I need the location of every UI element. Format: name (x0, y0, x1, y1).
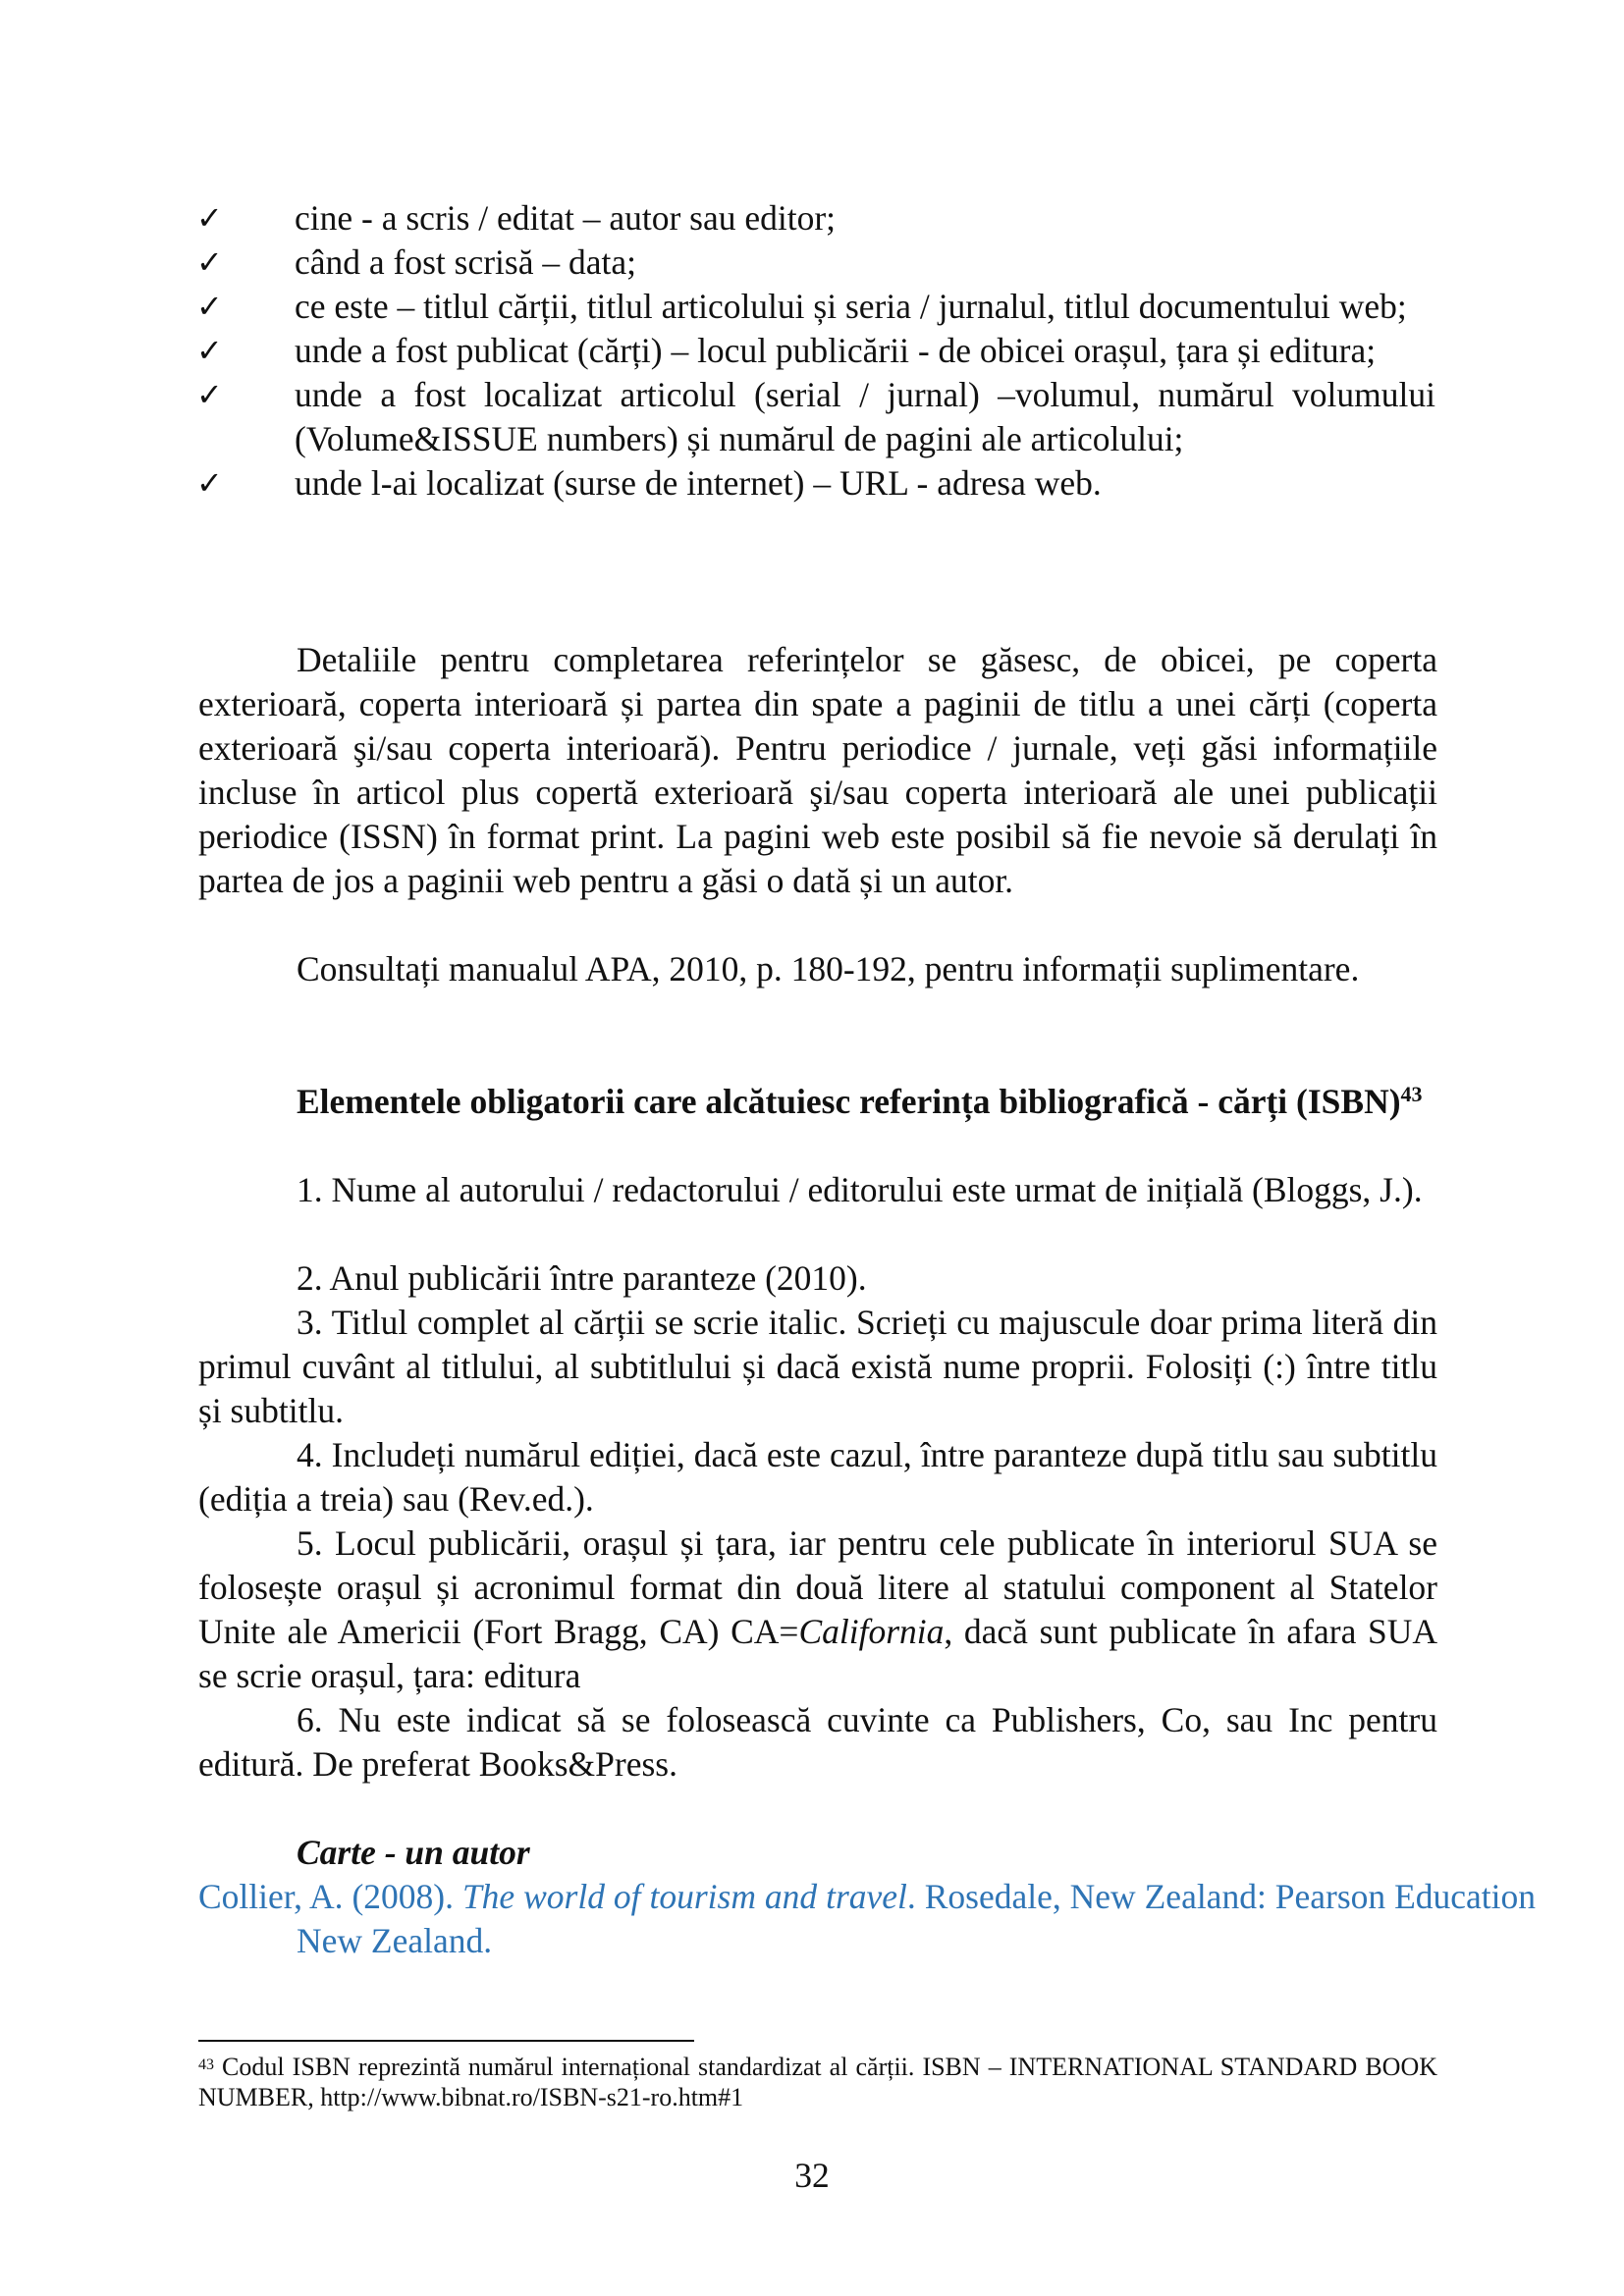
check-icon: ✓ (196, 376, 223, 413)
checklist-item (196, 329, 1435, 373)
footnote (198, 2052, 1437, 2112)
rule-4: 4. Includeți numărul ediției, dacă este cazul, între paranteze după titlu sau subtitlu (ediția a treia) sau (Rev.ed.). (198, 1435, 1437, 1519)
checklist-item (196, 196, 1435, 240)
criteria-checklist (196, 196, 1435, 506)
check-icon: ✓ (196, 288, 223, 325)
footnote-number: 43 (198, 2056, 214, 2073)
checklist-item (196, 461, 1435, 506)
reference-title: The world of tourism and travel (461, 1877, 907, 1916)
example-heading: Carte - un autor (297, 1833, 530, 1872)
footnote-divider (198, 2040, 694, 2042)
rule-5-italic: California (798, 1612, 945, 1651)
reference-entry (198, 1875, 1536, 1963)
rule-6: 6. Nu este indicat să se folosească cuvinte ca Publishers, Co, sau Inc pentru editură. De preferat Books&Press. (198, 1700, 1437, 1784)
consult-paragraph: Consultați manualul APA, 2010, p. 180-192, pentru informații suplimentare. (297, 949, 1360, 988)
checklist-item-text: unde a fost localizat articolul (serial / jurnal) –volumul, numărul volumului (Volume&ISSUE numbers) și numărul de pagini ale articolului; (295, 375, 1435, 458)
rule-3: 3. Titlul complet al cărții se scrie italic. Scrieți cu majuscule doar prima literă din primul cuvânt al titlului, al subtitlului și dacă există nume proprii. Folosiți (:) între titlu și subtitlu. (198, 1303, 1437, 1430)
check-icon: ✓ (196, 332, 223, 369)
rule-5 (198, 1522, 1437, 1698)
checklist-item-text: unde l-ai localizat (surse de internet) – URL - adresa web. (295, 463, 1102, 503)
checklist-item (196, 240, 1435, 285)
section-heading (198, 1080, 1437, 1124)
checklist-item-text: ce este – titlul cărții, titlul articolului și seria / jurnalul, titlul documentului web; (295, 287, 1407, 326)
section-heading-text: Elementele obligatorii care alcătuiesc referința bibliografică - cărți (ISBN) (297, 1082, 1401, 1121)
page-number: 32 (794, 2156, 830, 2195)
check-icon: ✓ (196, 199, 223, 237)
rule-5-text-end: , dacă sunt publicate în afara SUA se scrie orașul, țara: editura (198, 1612, 1437, 1695)
reference-author: Collier, A. (2008). (198, 1877, 462, 1916)
checklist-item-text: unde a fost publicat (cărți) – locul publicării - de obicei orașul, țara și editura; (295, 331, 1377, 370)
check-icon: ✓ (196, 243, 223, 281)
checklist-item (196, 373, 1435, 461)
rule-1: 1. Nume al autorului / redactorului / editorului este urmat de inițială (Bloggs, J.). (297, 1170, 1423, 1209)
rule-5-text: 5. Locul publicării, orașul și țara, iar pentru cele publicate în interiorul SUA se folosește orașul și acronimul format din două litere al statului component al Statelor Unite ale Americii (Fort Bragg, CA) CA= (198, 1523, 1437, 1651)
checklist-item (196, 285, 1435, 329)
checklist-item-text: cine - a scris / editat – autor sau editor; (295, 198, 837, 238)
check-icon: ✓ (196, 464, 223, 502)
reference-publisher: . Rosedale, New Zealand: Pearson Education New Zealand. (297, 1877, 1536, 1960)
footnote-text: Codul ISBN reprezintă numărul internațional standardizat al cărții. ISBN – INTERNATIONAL STANDARD BOOK NUMBER, http://www.bibnat.ro/ISBN-s21-ro.htm#1 (198, 2053, 1438, 2111)
checklist-item-text: când a fost scrisă – data; (295, 242, 636, 282)
details-paragraph: Detaliile pentru completarea referințelor se găsesc, de obicei, pe coperta exterioară, coperta interioară și partea din spate a paginii de titlu a unei cărți (coperta exterioară şi/sau coperta interioară). Pentru periodice / jurnale, veți găsi informațiile incluse în articol plus copertă exterioară şi/sau coperta interioară ale unei publicații periodice (ISSN) în format print. La pagini web este posibil să fie nevoie să derulați în partea de jos a paginii web pentru a găsi o dată și un autor. (198, 640, 1437, 900)
footnote-reference: 43 (1400, 1082, 1423, 1106)
rule-2: 2. Anul publicării între paranteze (2010). (297, 1258, 867, 1298)
